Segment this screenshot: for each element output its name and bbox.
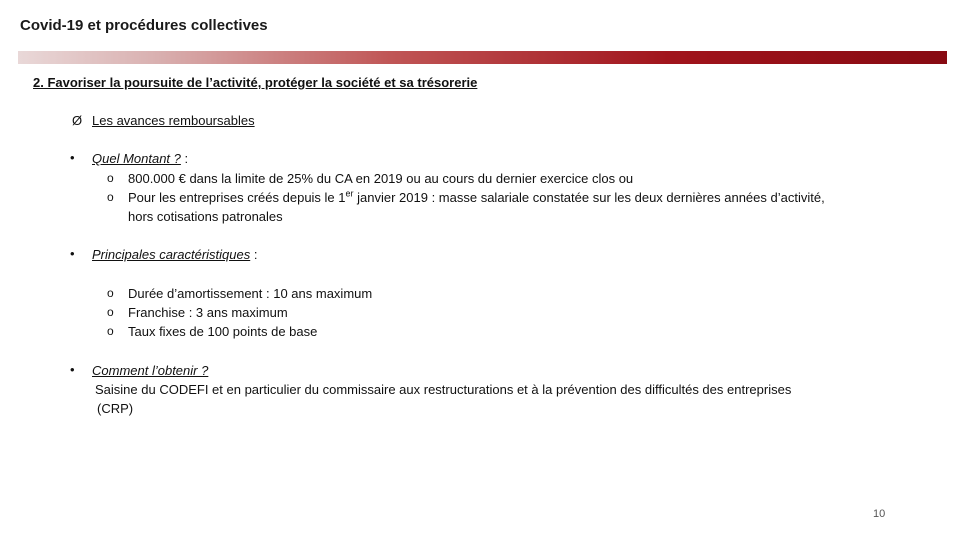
bullet-icon: •	[70, 150, 75, 165]
arrow-bullet-icon: Ø	[72, 113, 83, 128]
amount-item-2	[128, 189, 825, 207]
characteristic-item-2: Franchise : 3 ans maximum	[128, 305, 288, 320]
amount-item-2-continuation: hors cotisations patronales	[128, 209, 283, 224]
sub-bullet-icon: o	[107, 286, 114, 300]
bullet-icon: •	[70, 362, 75, 377]
amount-item-1: 800.000 € dans la limite de 25% du CA en 2019 ou au cours du dernier exercice clos ou	[128, 171, 634, 186]
sub-bullet-icon: o	[107, 171, 114, 185]
amount-item-2-before: Pour les entreprises créés depuis le 1	[128, 190, 346, 205]
accent-bar	[18, 51, 947, 64]
how-to-obtain-answer: Saisine du CODEFI et en particulier du commissaire aux restructurations et à la prévention des difficultés des entreprises	[95, 382, 792, 397]
characteristic-item-3: Taux fixes de 100 points de base	[128, 324, 318, 339]
question-how-to-obtain: Comment l’obtenir ?	[92, 363, 209, 378]
sub-bullet-icon: o	[107, 305, 114, 319]
question-characteristics-suffix: :	[250, 247, 258, 262]
bullet-icon: •	[70, 246, 75, 261]
question-characteristics	[92, 246, 257, 264]
sub-bullet-icon: o	[107, 324, 114, 338]
subheading: Les avances remboursables	[92, 113, 255, 128]
slide-title: Covid-19 et procédures collectives	[20, 17, 268, 34]
section-heading: 2. Favoriser la poursuite de l’activité, protéger la société et sa trésorerie	[33, 75, 478, 90]
amount-item-2-after: janvier 2019 : masse salariale constatée sur les deux dernières années d’activité,	[353, 190, 825, 205]
question-characteristics-label: Principales caractéristiques	[92, 247, 251, 262]
amount-item-2-sup: er	[345, 188, 354, 199]
how-to-obtain-answer-cont: (CRP)	[97, 401, 134, 416]
page-number: 10	[873, 508, 886, 520]
characteristic-item-1: Durée d’amortissement : 10 ans maximum	[128, 286, 373, 301]
question-amount-label: Quel Montant ?	[92, 151, 181, 166]
sub-bullet-icon: o	[107, 190, 114, 204]
question-amount-suffix: :	[180, 151, 189, 166]
question-amount	[92, 150, 188, 168]
